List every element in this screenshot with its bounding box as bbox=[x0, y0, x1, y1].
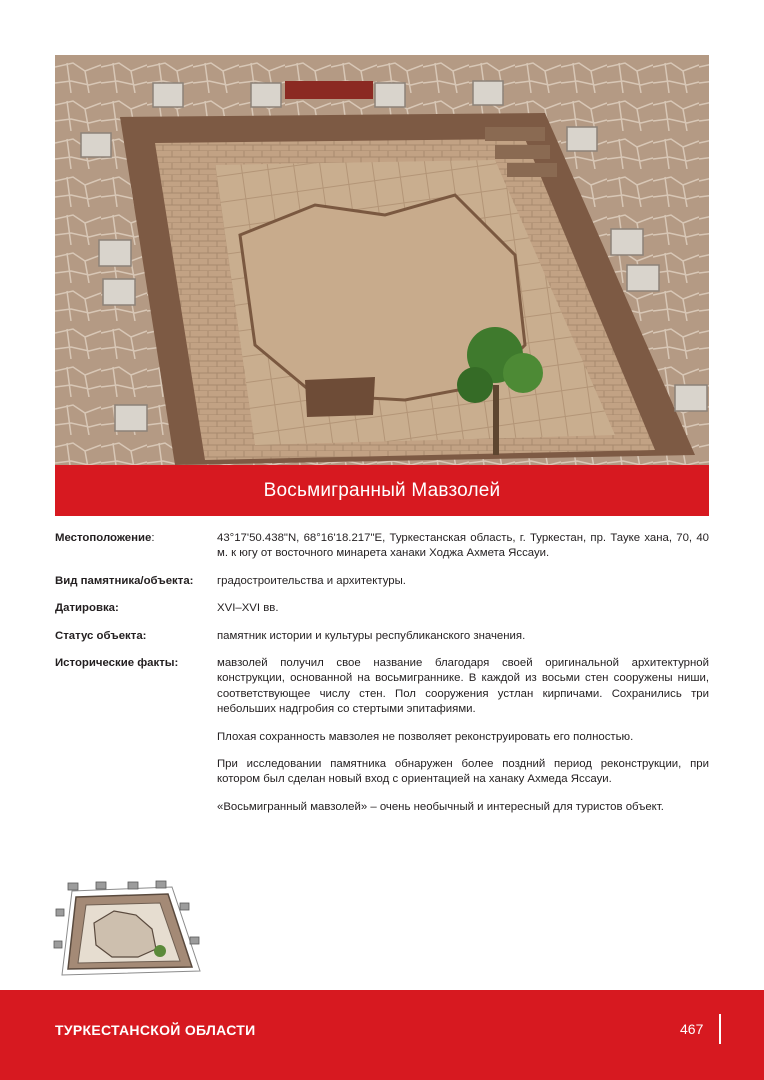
site-plan bbox=[52, 879, 204, 979]
site-plan-illustration-icon bbox=[52, 879, 204, 979]
dating-value: XVI–XVI вв. bbox=[217, 602, 279, 615]
monument-title-band bbox=[55, 465, 709, 516]
facts-paragraph: «Восьмигранный мавзолей» – очень необычный и интересный для туристов объект. bbox=[217, 800, 664, 813]
location-label: Местоположение: bbox=[55, 532, 155, 544]
facts-label: Исторические факты: bbox=[55, 657, 179, 670]
status-label: Статус объекта: bbox=[55, 629, 147, 642]
info-row-type bbox=[55, 574, 709, 589]
facts-paragraph: мавзолей получил свое название благодаря своей оригинальной архитектурной конструкции, основанной на восьмиграннике. В каждой из восьми стен сооружены ниши, соответствующее числу стен. Пол сооружения устлан кирпичами. Сохранились три небольших надгробия со стертыми эпитафиями. bbox=[217, 657, 709, 716]
facts-value bbox=[217, 656, 709, 815]
info-row-dating bbox=[55, 601, 709, 616]
type-value: градостроительства и архитектуры. bbox=[217, 574, 406, 587]
monument-ruins-photo-icon bbox=[55, 55, 709, 465]
status-value: памятник истории и культуры республиканского значения. bbox=[217, 629, 526, 642]
page-footer bbox=[0, 990, 764, 1080]
info-row-facts bbox=[55, 656, 709, 815]
dating-label: Датировка: bbox=[55, 602, 119, 615]
page-number: 467 bbox=[680, 1021, 704, 1037]
footer-region-title: ТУРКЕСТАНСКОЙ ОБЛАСТИ bbox=[55, 1022, 256, 1038]
type-label: Вид памятника/объекта: bbox=[55, 574, 194, 587]
facts-paragraph: При исследовании памятника обнаружен более поздний период реконструкции, при котором был сделан новый вход с ориентацией на ханаку Ахмеда Яссауи. bbox=[217, 758, 709, 786]
page-number-divider bbox=[719, 1014, 721, 1044]
info-row-status bbox=[55, 629, 709, 644]
monument-photo bbox=[55, 55, 709, 465]
location-value: 43°17'50.438"N, 68°16'18.217"E, Туркестанская область, г. Туркестан, пр. Тауке хана, 70, 40 м. к югу от восточного минарета ханаки Ходжа Ахмета Яссауи. bbox=[217, 532, 709, 560]
facts-paragraph: Плохая сохранность мавзолея не позволяет реконструировать его полностью. bbox=[217, 730, 634, 743]
monument-info bbox=[55, 531, 709, 827]
info-row-location bbox=[55, 531, 709, 562]
monument-title: Восьмигранный Мавзолей bbox=[263, 479, 501, 501]
